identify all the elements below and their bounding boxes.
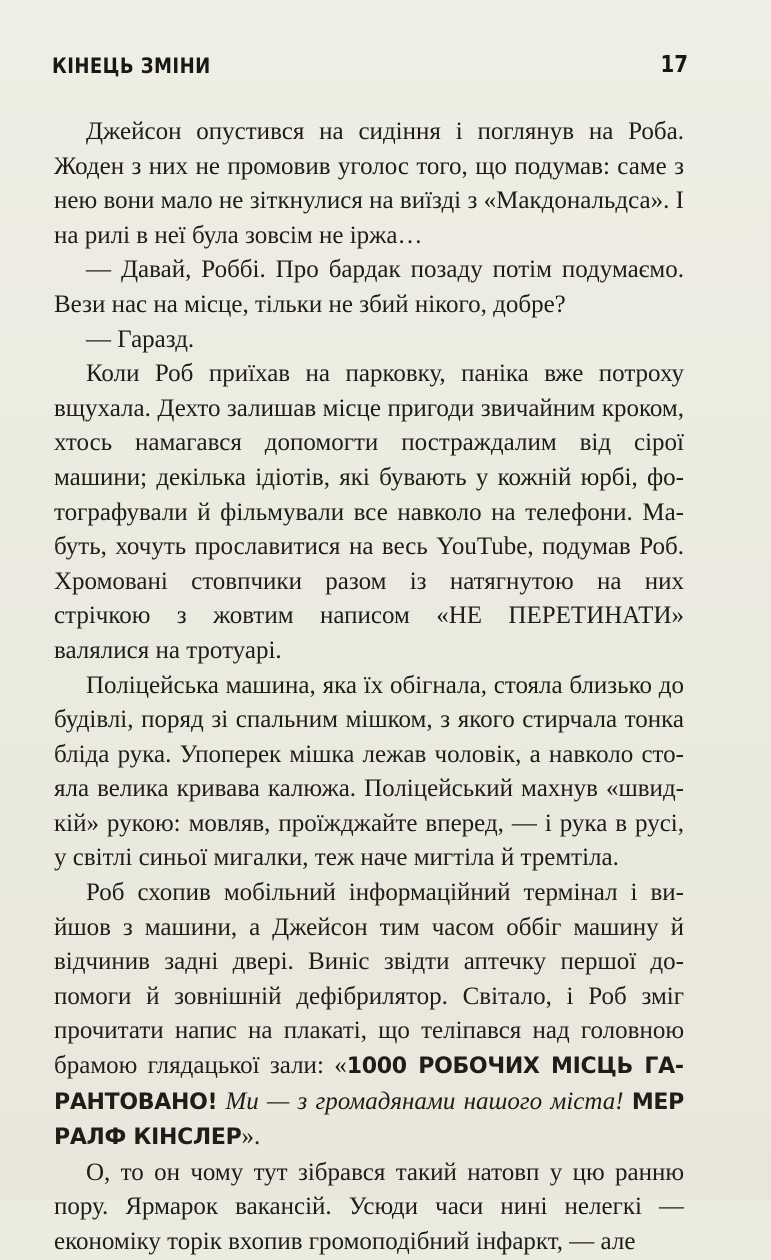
page-number: 17 — [660, 52, 688, 78]
running-title: КІНЕЦЬ ЗМІНИ — [52, 54, 211, 78]
paragraph-text: ». — [241, 1123, 261, 1151]
paragraph: Коли Роб приїхав на парковку, паніка вже потроху вщухала. Дехто залишав місце пригоди звичайним кроком, хтось намагався допомогти постраждалим від сірої машини; декілька ідіотів, які бувають у кожній юрбі, фотографували й фільмували все навколо на телефони. Мабуть, хочуть прославитися на весь YouTube, подумав Роб. Хромовані стовпчики разом із натягнутою на них стрічкою з жовтим написом «НЕ ПЕРЕТИНАТИ» валялися на тротуарі. — [54, 360, 684, 664]
paragraph: — Гаразд. — [86, 325, 195, 353]
paragraph: Поліцейська машина, яка їх обігнала, стояла близько до будівлі, поряд зі спальним мішком, з якого стирчала тонка бліда рука. Упоперек мішка лежав чоловік, а навколо стояла велика кривава калюжа. Поліцейський махнув «швидкій» рукою: мовляв, проїжджайте вперед, — і рука в русі, у світлі синьої мигалки, теж наче мигтіла й тремтіла. — [54, 671, 684, 872]
paragraph: — Давай, Роббі. Про бардак позаду потім подумаємо. Вези нас на місце, тільки не збий нікого, добре? — [54, 256, 684, 318]
banner-bold-text: 1000 РОБОЧИХ МІСЦЬ ГАРАНТОВАНО! — [54, 1054, 685, 1115]
paragraph: О, то он чому тут зібрався такий натовп у цю ранню пору. Ярмарок вакансій. Усюди часи нині нелегкі — економіку торік вхопив громоподібний інфаркт, — але — [54, 1158, 684, 1255]
banner-italic-text: Ми — з громадянами нашого міста! — [217, 1087, 632, 1115]
paragraph-text: Роб схопив мобільний інформаційний термінал і вийшов з машини, а Джейсон тим часом оббіг машину й відчинив задні двері. Виніс звідти аптечку першої допомоги й зовнішній дефібрилятор. Світало, і Роб зміг прочитати напис на плакаті, що теліпався над головною брамою глядацької зали: « — [54, 879, 684, 1080]
banner-signature-text: МЕР РАЛФ КІНСЛЕР — [54, 1089, 684, 1151]
body-text — [54, 115, 684, 1260]
paragraph — [54, 876, 684, 1156]
paragraph: Джейсон опустився на сидіння і поглянув на Роба. Жоден з них не промовив уголос того, що подумав: саме з нею вони мало не зіткнулися на виїзді з «Макдональдса». І на рилі в неї була зовсім не іржа… — [54, 118, 684, 249]
